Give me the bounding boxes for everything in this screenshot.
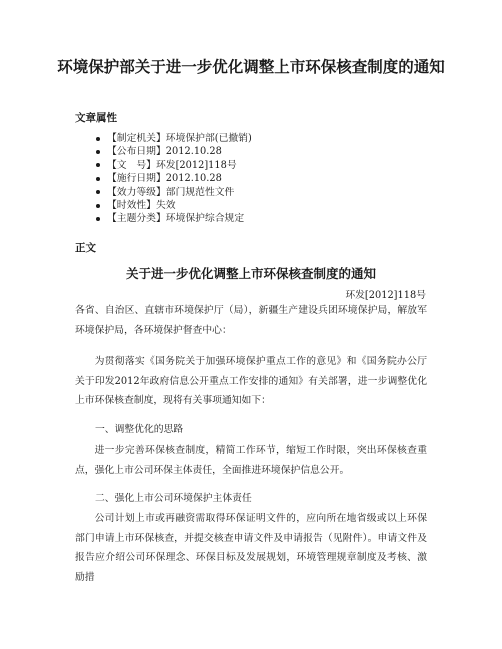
section-heading: 二、强化上市公司环境保护主体责任 [95,493,252,504]
properties-label: 文章属性 [75,112,117,124]
bullet-icon [96,217,100,221]
document-title: 环境保护部关于进一步优化调整上市环保核查制度的通知 [57,58,445,76]
intro-paragraph: 为贯彻落实《国务院关于加强环境保护重点工作的意见》和《国务院办公厅关于印发2012年政府信息公开重点工作安排的通知》有关部署，进一步调整优化上市环保核查制度，现将有关事项通知如下： [75,356,427,406]
properties-list [96,132,252,226]
property-item: 【时效性】失效 [96,199,252,212]
bullet-icon [96,150,100,154]
notice-title: 关于进一步优化调整上市环保核查制度的通知 [125,266,376,281]
addressee-paragraph: 各省、自治区、直辖市环境保护厅（局），新疆生产建设兵团环境保护局，解放军环境保护局，各环境保护督查中心： [75,305,427,336]
section-paragraph: 公司计划上市或再融资需取得环保证明文件的，应向所在地省级或以上环保部门申请上市环保核查，并提交核查申请文件及申请报告（见附件）。申请文件及报告应介绍公司环保理念、环保目标及发展规划，环境管理规章制度及考核、激励措 [75,513,427,583]
bullet-icon [96,137,100,141]
property-item: 【制定机关】环境保护部(已撤销) [96,132,252,145]
document-number: 环发[2012]118号 [345,290,426,301]
body-label: 正文 [75,242,96,254]
property-item: 【施行日期】2012.10.28 [96,172,252,185]
bullet-icon [96,163,100,167]
property-item: 【主题分类】环境保护综合规定 [96,212,252,225]
section-paragraph: 进一步完善环保核查制度，精简工作环节，缩短工作时限，突出环保核查重点，强化上市公司环保主体责任，全面推进环境保护信息公开。 [75,445,427,476]
bullet-icon [96,190,100,194]
bullet-icon [96,204,100,208]
section-heading: 一、调整优化的思路 [95,424,184,435]
property-item: 【文 号】环发[2012]118号 [96,159,252,172]
property-item: 【效力等级】部门规范性文件 [96,186,252,199]
property-item: 【公布日期】2012.10.28 [96,145,252,158]
bullet-icon [96,177,100,181]
